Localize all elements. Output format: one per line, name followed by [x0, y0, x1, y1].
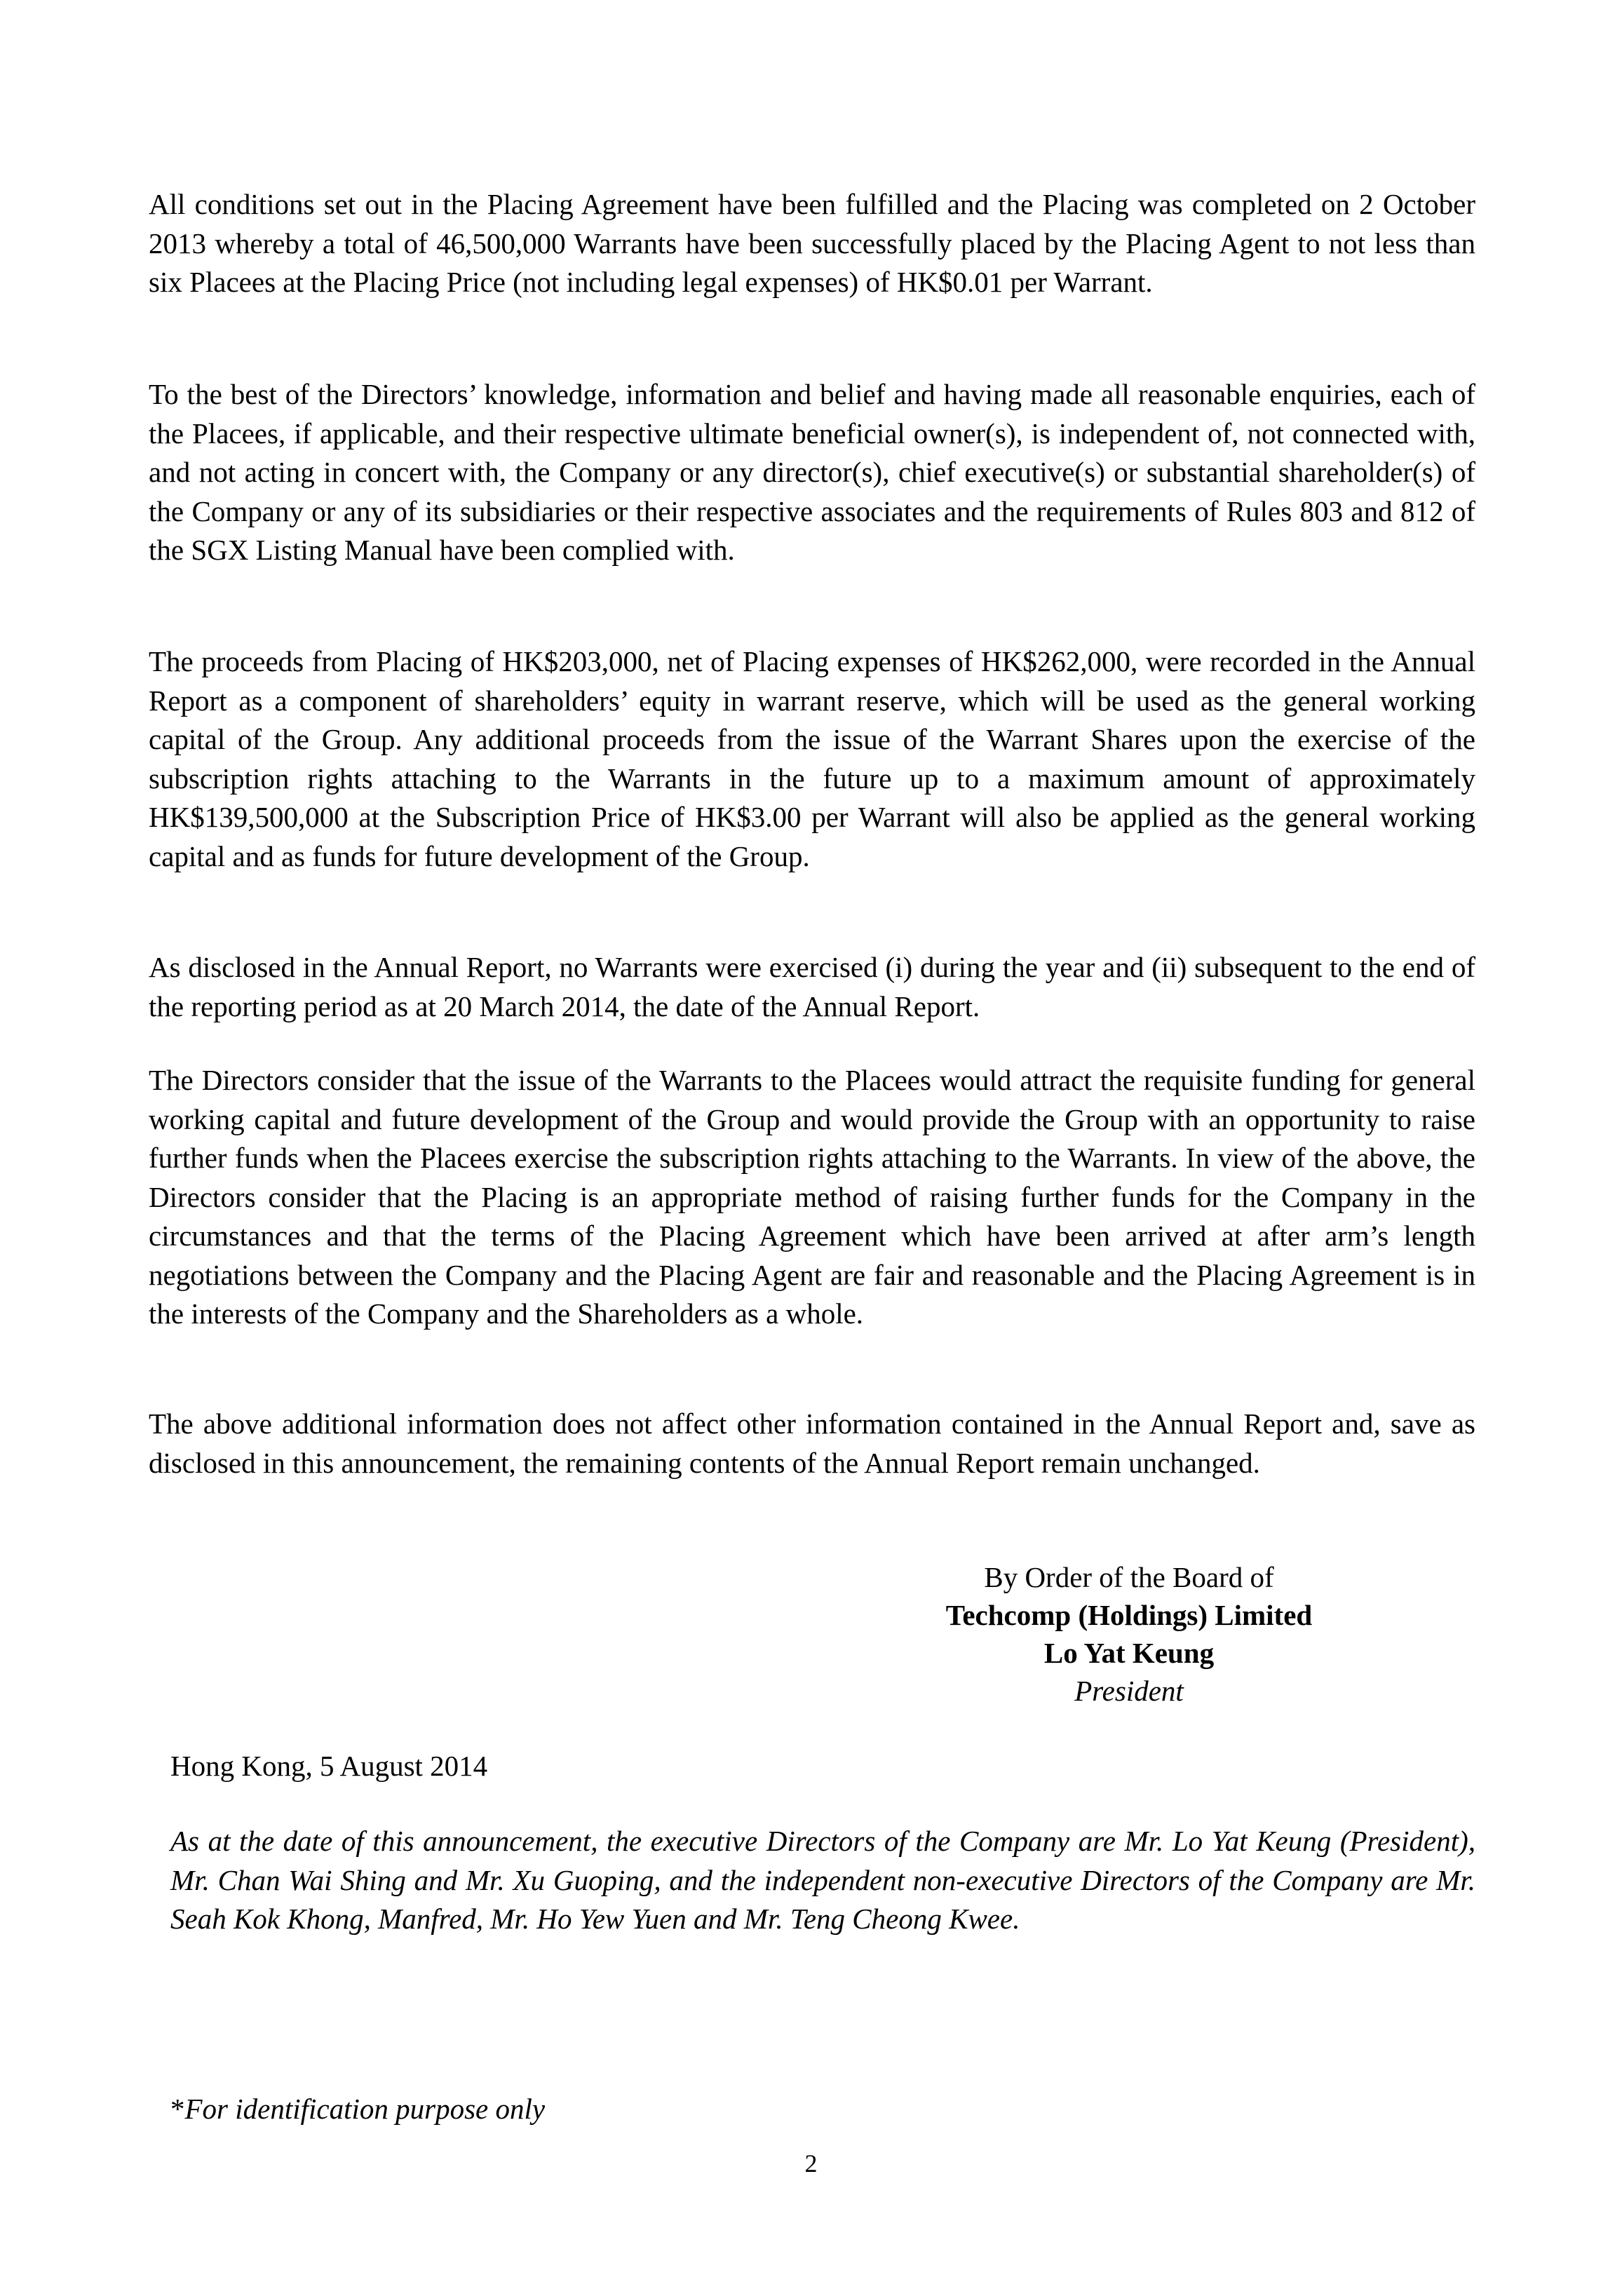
paragraph-placees-independence: To the best of the Directors’ knowledge, information and belief and having made all reasonable enquiries, each of the Placees, if applicable, and their respective ultimate beneficial owner(s), is independent of, not connected with, and not acting in concert with, the Company or any director(s), chief executive(s) or substantial shareholder(s) of the Company or any of its subsidiaries or their respective associates and the requirements of Rules 803 and 812 of the SGX Listing Manual have been complied with. [149, 378, 1475, 566]
paragraph-use-of-proceeds: The proceeds from Placing of HK$203,000, net of Placing expenses of HK$262,000, were recorded in the Annual Report as a component of shareholders’ equity in warrant reserve, which will be used as the general working capital of the Group. Any additional proceeds from the issue of the Warrant Shares upon the exercise of the subscription rights attaching to the Warrants in the future up to a maximum amount of approximately HK$139,500,000 at the Subscription Price of HK$3.00 per Warrant will also be applied as the general working capital and as funds for future development of the Group. [149, 645, 1475, 872]
page-number: 2 [804, 2149, 818, 2177]
directors-composition-note: As at the date of this announcement, the executive Directors of the Company are Mr. Lo Yat Keung (President), Mr. Chan Wai Shing and Mr. Xu Guoping, and the independent non-executive Directors of the Company are Mr. Seah Kok Khong, Manfred, Mr. Ho Yew Yuen and Mr. Teng Cheong Kwee. [170, 1825, 1475, 1935]
signature-name: Lo Yat Keung [1043, 1637, 1215, 1669]
paragraph-directors-consideration: The Directors consider that the issue of the Warrants to the Placees would attract the requisite funding for general working capital and future development of the Group and would provide the Group with an opportunity to raise further funds when the Placees exercise the subscription rights attaching to the Warrants. In view of the above, the Directors consider that the Placing is an appropriate method of raising further funds for the Company in the circumstances and that the terms of the Placing Agreement which have been arrived at after arm’s length negotiations between the Company and the Placing Agent are fair and reasonable and the Placing Agreement is in the interests of the Company and the Shareholders as a whole. [149, 1064, 1475, 1330]
signature-title: President [1074, 1675, 1184, 1707]
paragraph-placing-completion: All conditions set out in the Placing Agreement have been fulfilled and the Placing was completed on 2 October 2013 whereby a total of 46,500,000 Warrants have been successfully placed by the Placing Agent to not less than six Placees at the Placing Price (not including legal expenses) of HK$0.01 per Warrant. [149, 188, 1475, 298]
identification-footnote [170, 2090, 545, 2128]
signature-intro: By Order of the Board of [984, 1561, 1274, 1593]
footnote-marker: * [170, 2093, 185, 2125]
paragraph-additional-information: The above additional information does not affect other information contained in the Annual Report and, save as disclosed in this announcement, the remaining contents of the Annual Report remain unchanged. [149, 1407, 1475, 1479]
place-and-date: Hong Kong, 5 August 2014 [170, 1750, 488, 1782]
footnote-text: For identification purpose only [184, 2093, 546, 2125]
paragraph-warrants-exercised: As disclosed in the Annual Report, no Warrants were exercised (i) during the year and (ii) subsequent to the end of the reporting period as at 20 March 2014, the date of the Annual Report. [149, 951, 1475, 1022]
signature-company: Techcomp (Holdings) Limited [945, 1599, 1313, 1631]
signature-block [884, 1558, 1374, 1710]
